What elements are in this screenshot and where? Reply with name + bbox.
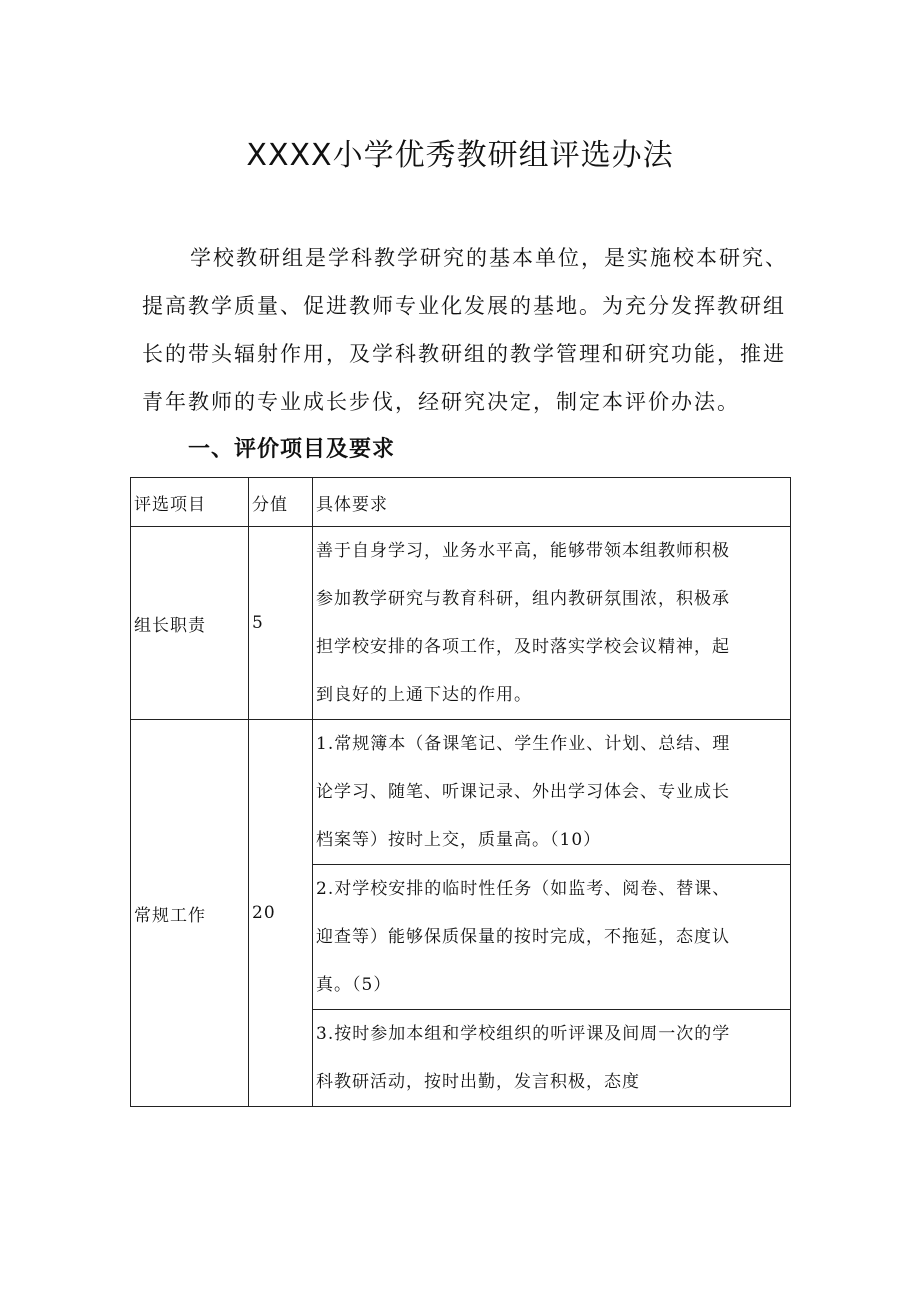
requirement-line: 3.按时参加本组和学校组织的听评课及间周一次的学 <box>316 1024 731 1044</box>
table-header-row <box>131 478 791 527</box>
requirements-cell <box>313 527 791 720</box>
header-cell-item: 评选项目 <box>131 478 249 527</box>
item-cell: 常规工作 <box>131 720 249 1107</box>
requirement-line: 1.常规簿本（备课笔记、学生作业、计划、总结、理 <box>316 734 731 754</box>
intro-paragraph <box>142 234 804 426</box>
requirement-line: 真。（5） <box>316 975 392 995</box>
requirement-line: 2.对学校安排的临时性任务（如监考、阅卷、替课、 <box>316 879 731 899</box>
requirement-line: 担学校安排的各项工作，及时落实学校会议精神，起 <box>316 637 730 657</box>
requirement-line: 论学习、随笔、听课记录、外出学习体会、专业成长 <box>316 782 730 802</box>
header-cell-score: 分值 <box>249 478 313 527</box>
requirement-line: 档案等）按时上交，质量高。（10） <box>316 830 602 850</box>
intro-line: 长的带头辐射作用，及学科教研组的教学管理和研究功能，推进 <box>142 342 786 366</box>
section-heading: 一、评价项目及要求 <box>188 437 396 462</box>
requirements-table <box>130 477 791 1107</box>
table-row <box>131 720 791 865</box>
header-cell-requirements: 具体要求 <box>313 478 791 527</box>
score-cell: 5 <box>249 527 313 720</box>
requirements-cell <box>313 1010 791 1107</box>
requirement-line: 参加教学研究与教育科研，组内教研氛围浓，积极承 <box>316 589 730 609</box>
requirement-line: 善于自身学习，业务水平高，能够带领本组教师积极 <box>316 541 730 561</box>
requirement-line: 科教研活动，按时出勤，发言积极，态度 <box>316 1072 640 1092</box>
item-cell: 组长职责 <box>131 527 249 720</box>
intro-line: 学校教研组是学科教学研究的基本单位，是实施校本研究、 <box>190 246 788 270</box>
table-row <box>131 527 791 720</box>
requirements-cell <box>313 720 791 865</box>
requirement-line: 迎查等）能够保质保量的按时完成，不拖延，态度认 <box>316 927 730 947</box>
score-cell: 20 <box>249 720 313 1107</box>
intro-line: 青年教师的专业成长步伐，经研究决定，制定本评价办法。 <box>142 390 740 414</box>
requirements-cell <box>313 865 791 1010</box>
requirement-line: 到良好的上通下达的作用。 <box>316 685 532 705</box>
intro-line: 提高教学质量、促进教师专业化发展的基地。为充分发挥教研组 <box>142 294 786 318</box>
document-title: XXXX小学优秀教研组评选办法 <box>246 138 674 173</box>
